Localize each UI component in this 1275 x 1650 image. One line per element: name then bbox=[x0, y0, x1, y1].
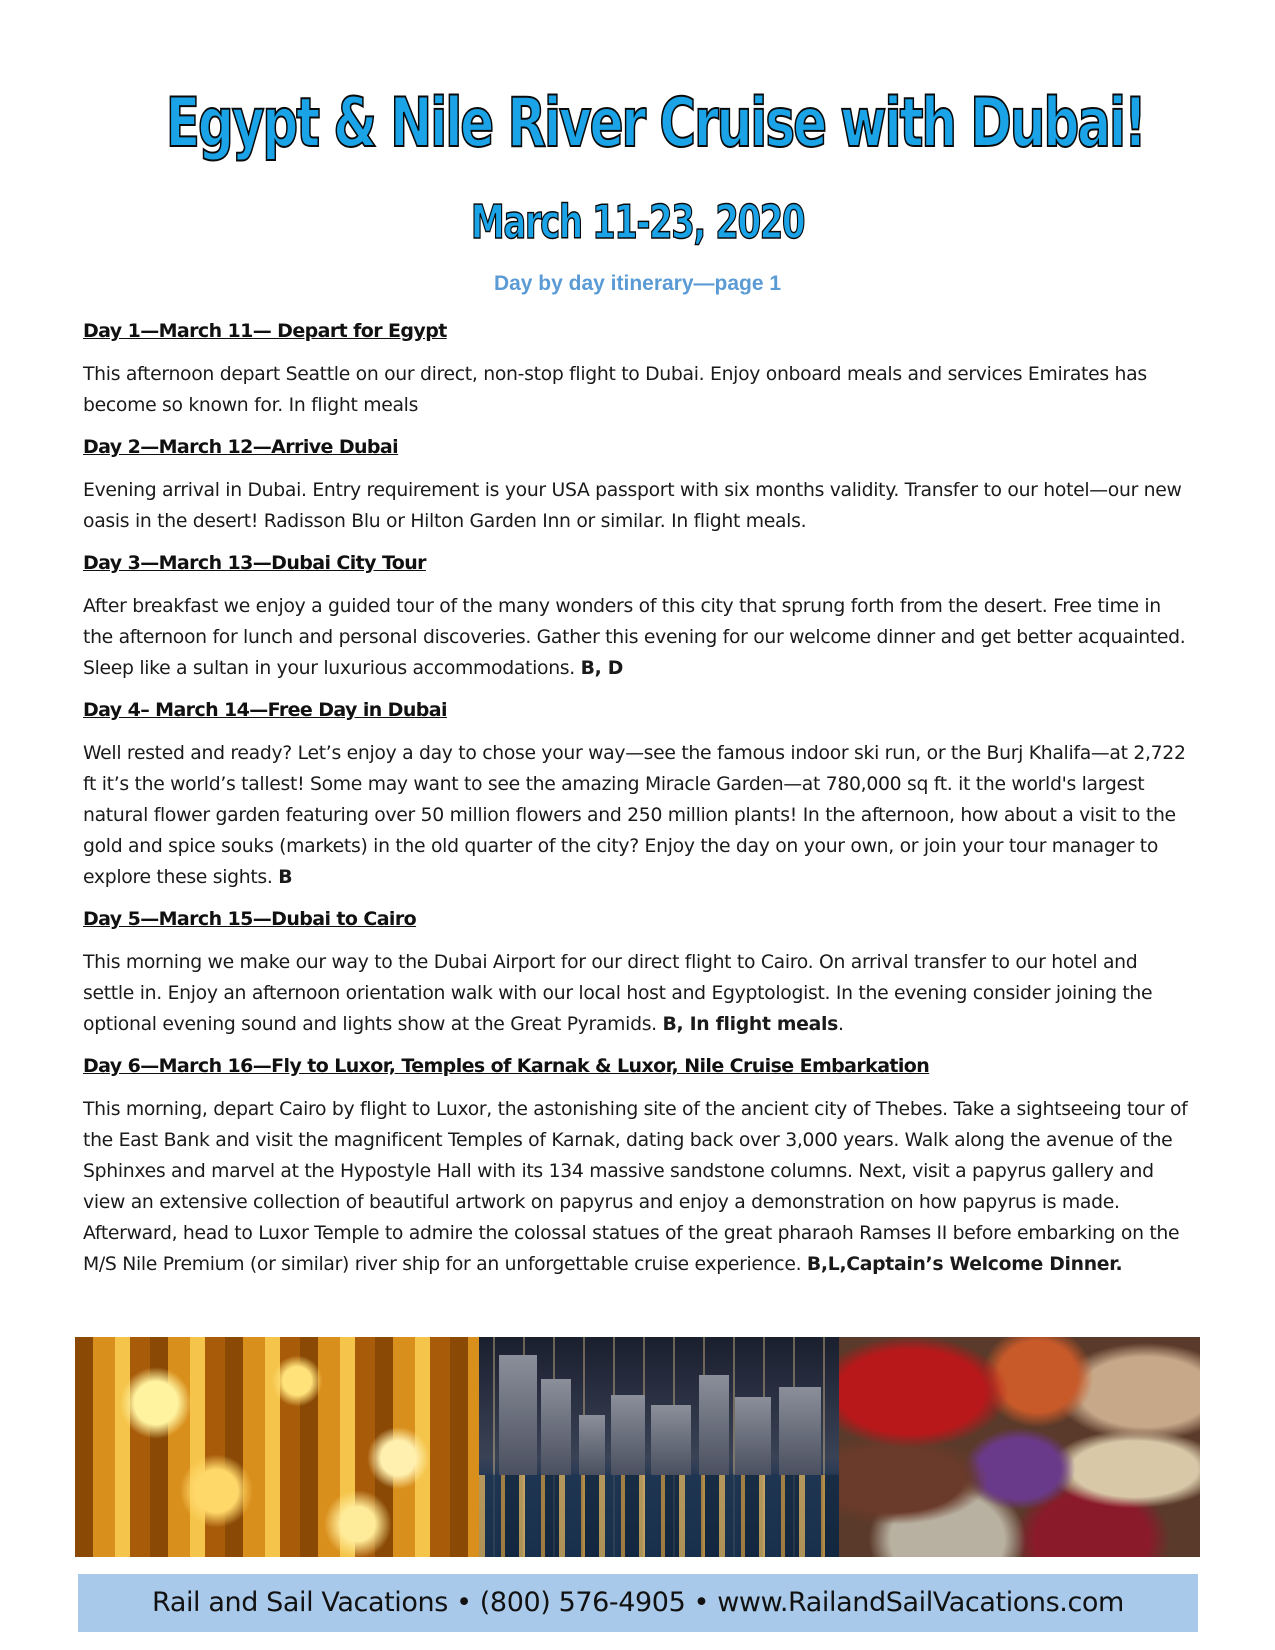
footer-contact: Rail and Sail Vacations • (800) 576-4905 • www.RailandSailVacations.com bbox=[78, 1574, 1198, 1632]
photo-strip bbox=[75, 1337, 1200, 1557]
day-1-heading: Day 1—March 11— Depart for Egypt bbox=[83, 320, 447, 342]
day-4-description bbox=[83, 738, 1193, 893]
gold-jewelry-photo bbox=[75, 1337, 479, 1557]
day-4-meals: B bbox=[278, 867, 293, 888]
day-6-meals: B,L,Captain’s Welcome Dinner. bbox=[806, 1254, 1123, 1275]
day-1-description bbox=[83, 359, 1193, 421]
day-6-text: This morning, depart Cairo by flight to Luxor, the astonishing site of the ancient city of Thebes. Take a sightseeing tour of the East Bank and visit the magnificent Temples of Karnak, dating back over 3,000 years. Walk along the avenue of the Sphinxes and marvel at the Hypostyle Hall with its 134 massive sandstone columns. Next, visit a papyrus gallery and view an extensive collection of beautiful artwork on papyrus and enjoy a demonstration on how papyrus is made. Afterward, head to Luxor Temple to admire the colossal statues of the great pharaoh Ramses II before embarking on the M/S Nile Premium (or similar) river ship for an unforgettable cruise experience. bbox=[83, 1099, 1188, 1275]
spice-market-photo bbox=[839, 1337, 1200, 1557]
day-3-meals: B, D bbox=[580, 658, 624, 679]
day-6-heading: Day 6—March 16—Fly to Luxor, Temples of Karnak & Luxor, Nile Cruise Embarkation bbox=[83, 1055, 930, 1077]
page-title: Egypt & Nile River Cruise with Dubai! bbox=[165, 84, 1145, 163]
itinerary-subtitle: Day by day itinerary—page 1 bbox=[493, 272, 782, 295]
trip-dates: March 11-23, 2020 bbox=[470, 195, 805, 249]
day-3-heading: Day 3—March 13—Dubai City Tour bbox=[83, 552, 426, 574]
day-2-text: Evening arrival in Dubai. Entry requirement is your USA passport with six months validity. Transfer to our hotel—our new oasis in the desert! Radisson Blu or Hilton Garden Inn or similar. In flight meals. bbox=[83, 480, 1182, 532]
day-2-description bbox=[83, 475, 1193, 537]
day-5-text: This morning we make our way to the Dubai Airport for our direct flight to Cairo. On arrival transfer to our hotel and settle in. Enjoy an afternoon orientation walk with our local host and Egyptologist. In the evening consider joining the optional evening sound and lights show at the Great Pyramids. bbox=[83, 952, 1153, 1035]
day-3-description bbox=[83, 591, 1193, 684]
day-5-period: . bbox=[838, 1014, 844, 1035]
dubai-skyline-photo bbox=[479, 1337, 839, 1557]
day-1-text: This afternoon depart Seattle on our direct, non-stop flight to Dubai. Enjoy onboard meals and services Emirates has become so known for. In flight meals bbox=[83, 364, 1147, 416]
day-2-heading: Day 2—March 12—Arrive Dubai bbox=[83, 436, 399, 458]
day-6-description bbox=[83, 1094, 1193, 1280]
day-5-heading: Day 5—March 15—Dubai to Cairo bbox=[83, 908, 417, 930]
day-4-heading: Day 4– March 14—Free Day in Dubai bbox=[83, 699, 447, 721]
day-5-description bbox=[83, 947, 1193, 1040]
day-4-text: Well rested and ready? Let’s enjoy a day to chose your way—see the famous indoor ski run, or the Burj Khalifa—at 2,722 ft it’s the world’s tallest! Some may want to see the amazing Miracle Garden—at 780,000 sq ft. it the world's largest natural flower garden featuring over 50 million flowers and 250 million plants! In the afternoon, how about a visit to the gold and spice souks (markets) in the old quarter of the city? Enjoy the day on your own, or join your tour manager to explore these sights. bbox=[83, 743, 1186, 888]
itinerary bbox=[83, 318, 1193, 1293]
day-3-text: After breakfast we enjoy a guided tour of the many wonders of this city that sprung forth from the desert. Free time in the afternoon for lunch and personal discoveries. Gather this evening for our welcome dinner and get better acquainted. Sleep like a sultan in your luxurious accommodations. bbox=[83, 596, 1186, 679]
day-5-meals: B, In flight meals bbox=[662, 1014, 838, 1035]
